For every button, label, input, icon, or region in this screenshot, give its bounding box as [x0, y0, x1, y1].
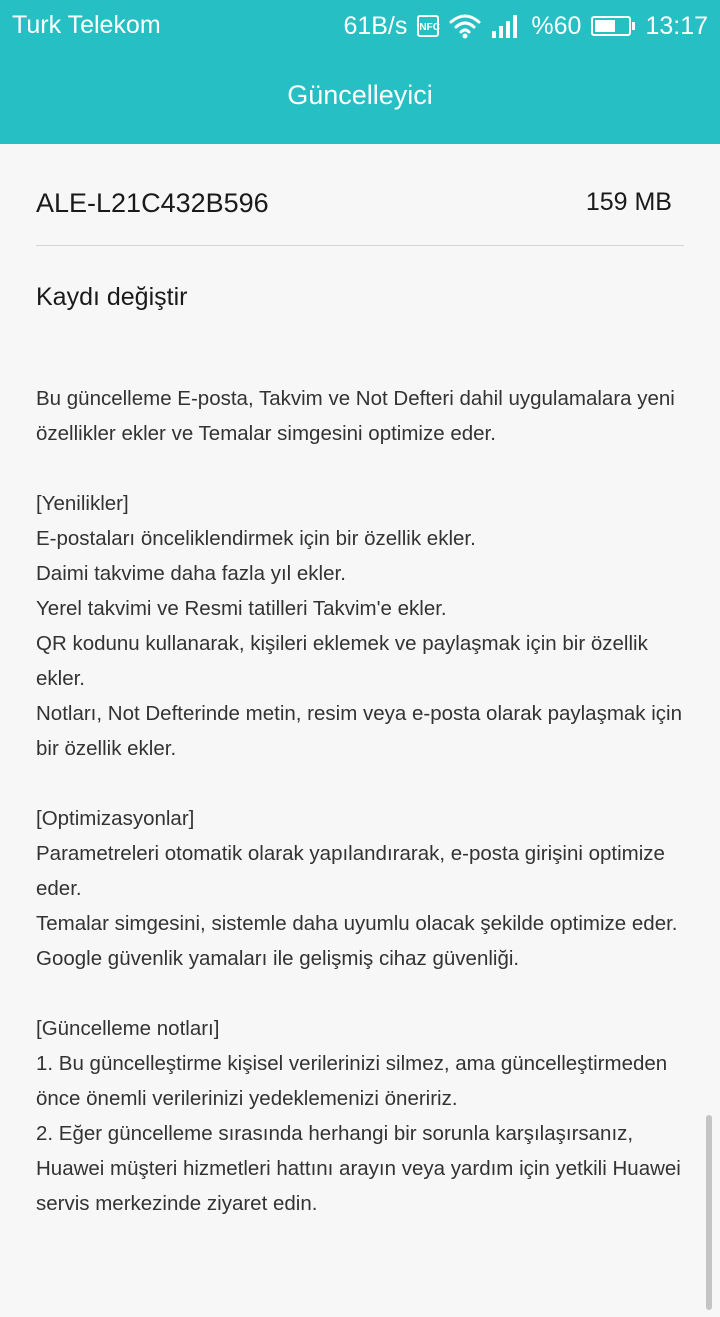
network-speed: 61B/s [343, 11, 408, 40]
changelog-title: Kaydı değiştir [36, 283, 188, 311]
battery-icon [591, 16, 635, 36]
status-bar [0, 0, 720, 50]
battery-percent: %60 [531, 11, 582, 40]
clock: 13:17 [645, 11, 708, 40]
carrier-name: Turk Telekom [12, 11, 161, 39]
app-header [0, 0, 720, 144]
status-indicators [333, 11, 708, 41]
changelog-text: Bu güncelleme E-posta, Takvim ve Not Defteri dahil uygulamalara yeni özellikler ekler ve Temalar simgesini optimize eder. [Yenilikler] E-postaları önceliklendirmek için bir özellik ekler. Daimi takvime daha fazla yıl ekler. Yerel takvimi ve Resmi tatilleri Takvim'e ekler. QR kodunu kullanarak, kişileri eklemek ve paylaşmak için bir özellik ekler. Notları, Not Defterinde metin, resim veya e-posta olarak paylaşmak için bir özellik ekler. [Optimizasyonlar] Parametreleri otomatik olarak yapılandırarak, e-posta girişini optimize eder. Temalar simgesini, sistemle daha uyumlu olacak şekilde optimize eder. Google güvenlik yamaları ile gelişmiş cihaz güvenliği. [Güncelleme notları] 1. Bu güncelleştirme kişisel verilerinizi silmez, ama güncelleştirmeden önce önemli verilerinizi yedeklemenizi öneririz. 2. Eğer güncelleme sırasında herhangi bir sorunla karşılaşırsanız, Huawei müşteri hizmetleri hattını arayın veya yardım için yetkili Huawei servis merkezinde ziyaret edin. [36, 387, 683, 1215]
version-row [36, 144, 684, 246]
version-name: ALE-L21C432B596 [36, 188, 269, 218]
nfc-icon: NFC [417, 15, 439, 37]
update-size: 159 MB [585, 188, 672, 216]
scrollbar[interactable] [706, 1115, 712, 1310]
wifi-icon [449, 13, 481, 39]
update-details [36, 144, 684, 1221]
signal-icon [491, 14, 521, 38]
page-title: Güncelleyici [287, 80, 433, 110]
